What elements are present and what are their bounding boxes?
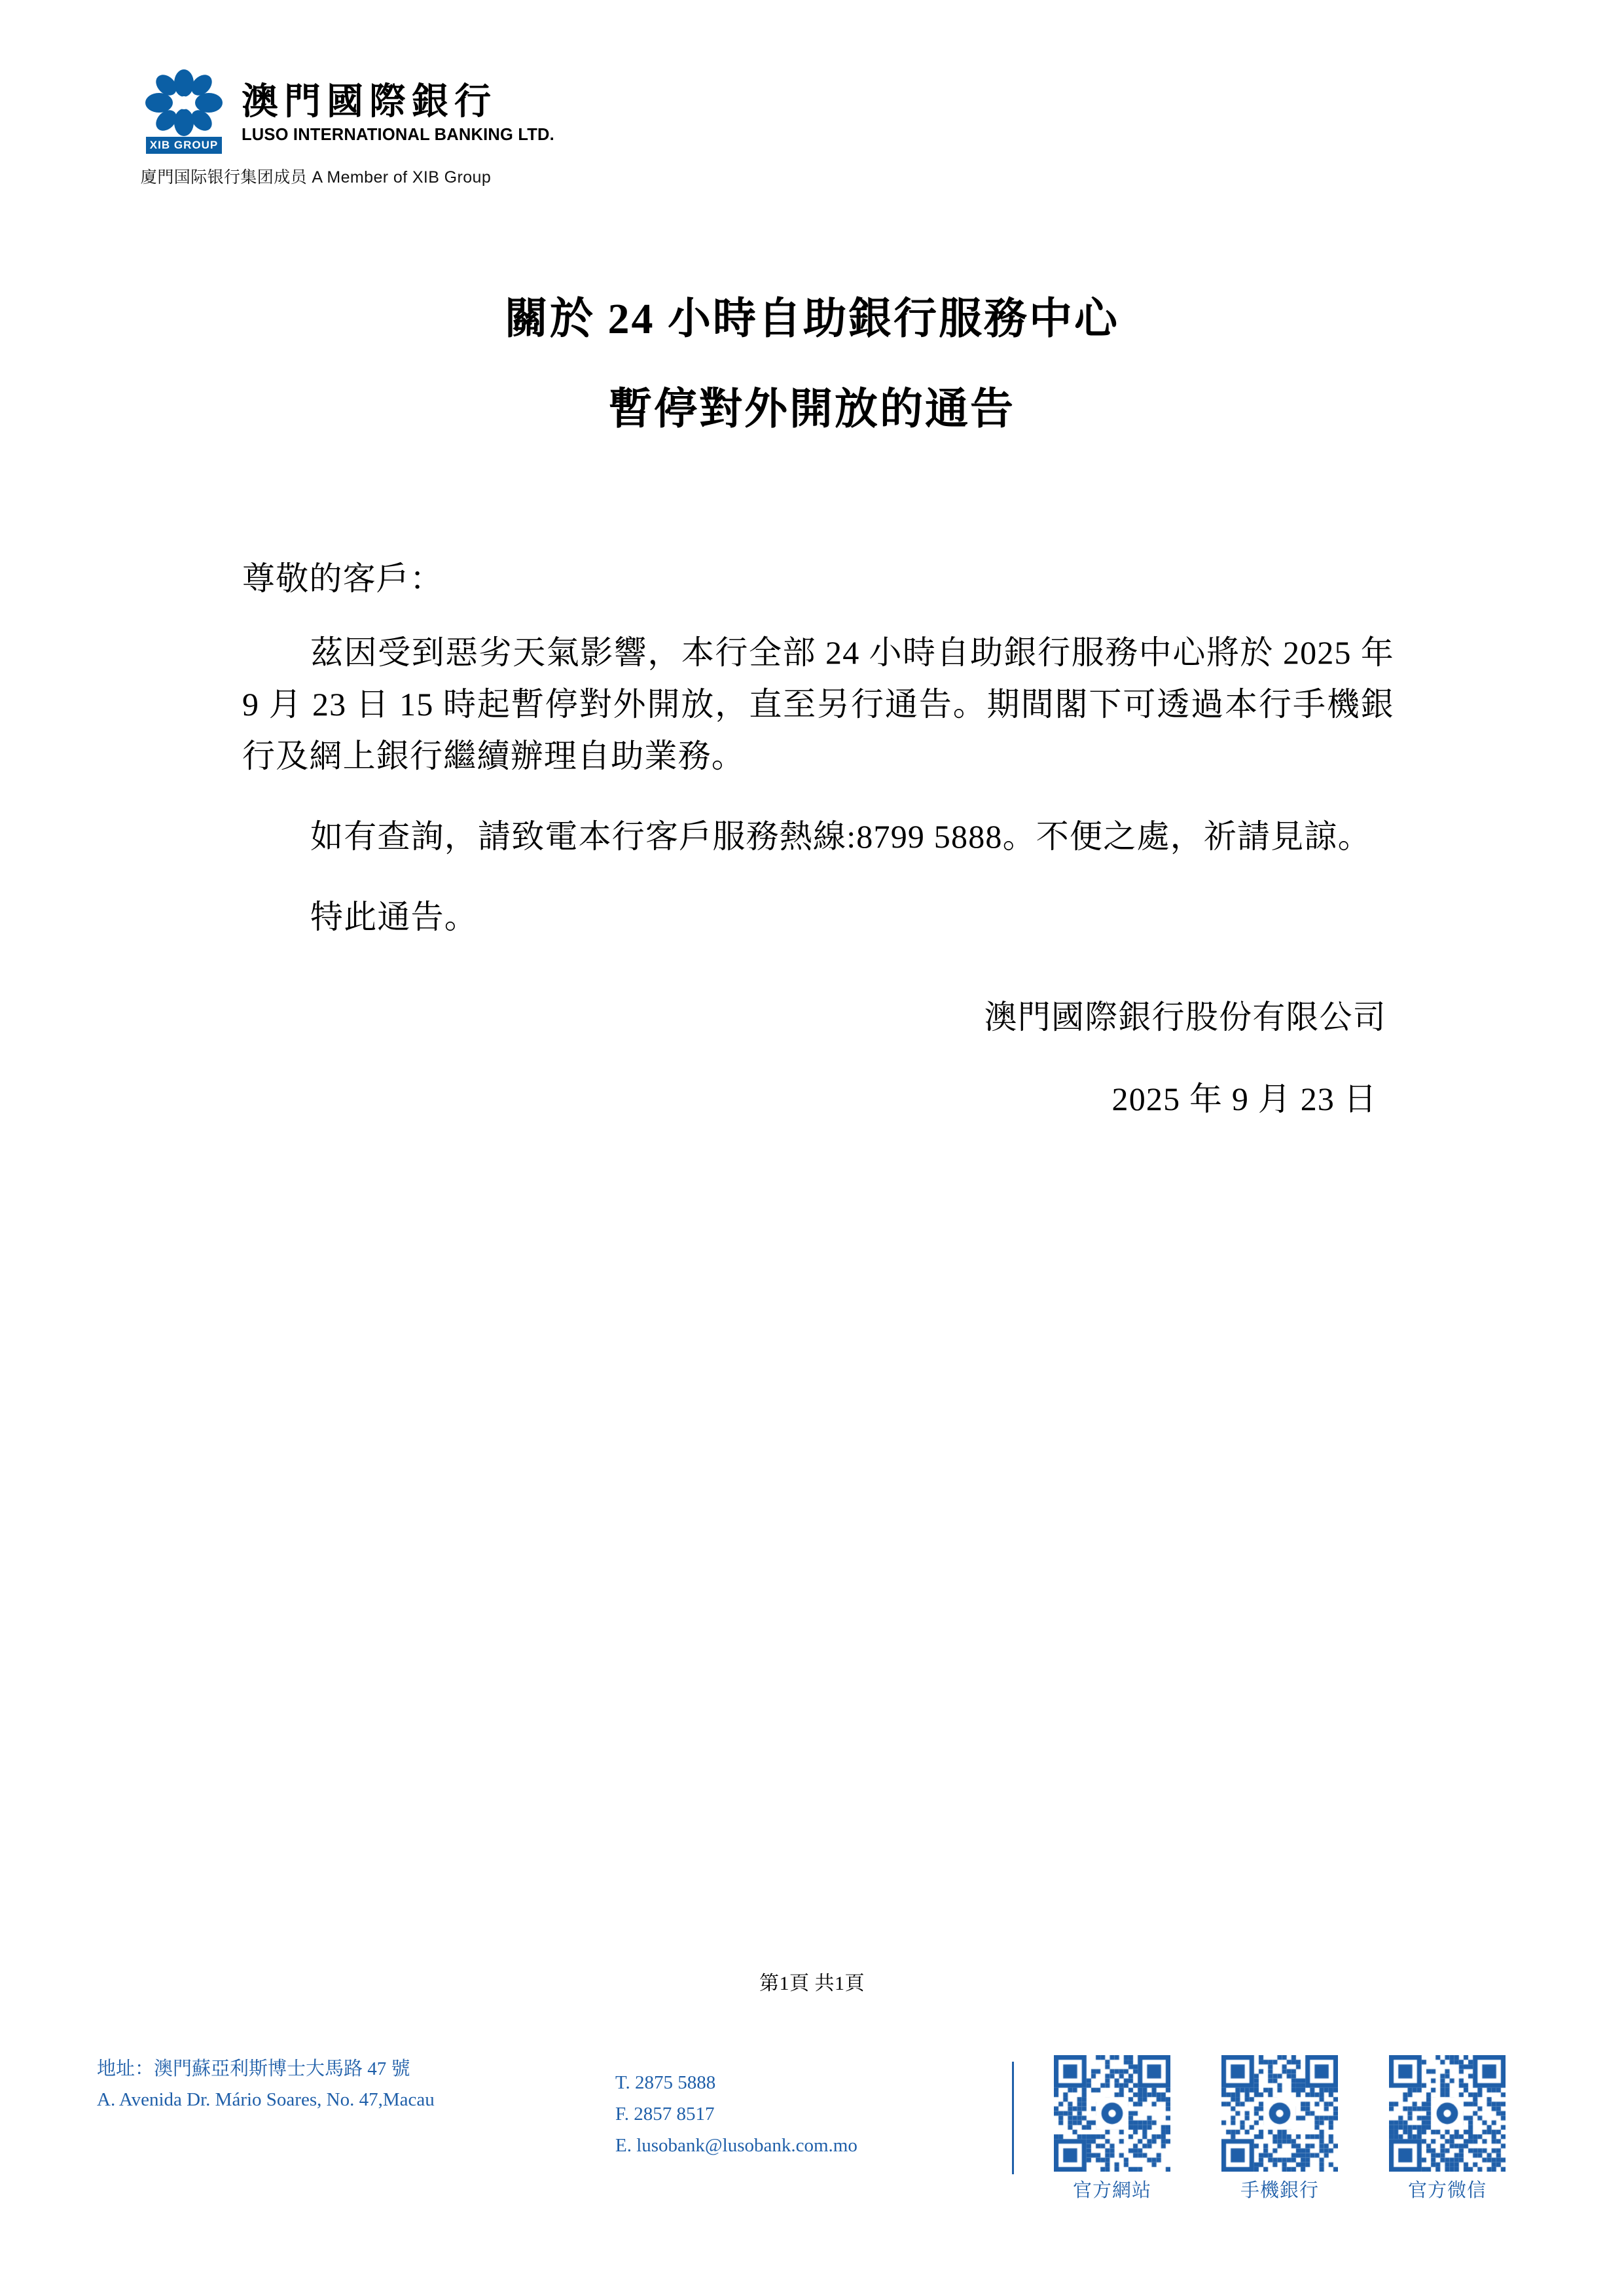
qr-label: 官方網站 — [1072, 2180, 1151, 2201]
signature-block — [242, 992, 1394, 1125]
title-line-2: 暫停對外開放的通告 — [609, 386, 1015, 433]
luso-flower-logo-icon — [141, 69, 227, 155]
body-paragraph-2: 如有查詢，請致電本行客戶服務熱線:8799 5888。不便之處，祈請見諒。 — [310, 818, 1371, 855]
document-body — [242, 553, 1394, 1125]
qr-code-website-icon — [1054, 2055, 1170, 2172]
document-title — [0, 295, 1624, 433]
signature-date: 2025 年 9 月 23 日 — [1111, 1081, 1377, 1117]
footer-fax: F. 2857 8517 — [615, 2104, 715, 2125]
footer-qr-codes — [1054, 2055, 1506, 2202]
footer-divider — [1012, 2062, 1014, 2174]
xib-group-badge: XIB GROUP — [146, 137, 222, 154]
bank-name-en: LUSO INTERNATIONAL BANKING LTD. — [242, 125, 554, 144]
page-number: 第1頁 共1頁 — [759, 1973, 865, 1994]
document-header — [141, 69, 638, 188]
document-footer — [0, 2042, 1624, 2212]
list-item — [1054, 2055, 1170, 2202]
body-paragraph-1: 茲因受到惡劣天氣影響，本行全部 24 小時自助銀行服務中心將於 2025 年 9 月 23 日 15 時起暫停對外開放，直至另行通告。期間閣下可透過本行手機銀行及網上銀行繼續辦理自助業務。 — [242, 634, 1394, 774]
list-item — [1221, 2055, 1338, 2202]
salutation: 尊敬的客戶： — [242, 560, 444, 597]
footer-tel: T. 2875 5888 — [615, 2072, 716, 2093]
footer-address-en: A. Avenida Dr. Mário Soares, No. 47,Macau — [97, 2089, 435, 2110]
qr-code-wechat-icon — [1389, 2055, 1506, 2172]
footer-contact — [615, 2067, 857, 2161]
signature-company: 澳門國際銀行股份有限公司 — [984, 999, 1386, 1035]
title-line-1: 關於 24 小時自助銀行服務中心 — [505, 295, 1119, 343]
footer-address — [97, 2054, 435, 2115]
list-item — [1389, 2055, 1506, 2202]
qr-label: 官方微信 — [1407, 2180, 1487, 2201]
qr-label: 手機銀行 — [1240, 2180, 1319, 2201]
group-member-line: 廈門国际银行集团成员 A Member of XIB Group — [141, 168, 492, 187]
qr-code-mobile-banking-icon — [1221, 2055, 1338, 2172]
logo-wordmark — [242, 79, 554, 145]
bank-logo — [141, 69, 638, 155]
footer-email: E. lusobank@lusobank.com.mo — [615, 2135, 857, 2157]
bank-name-cn: 澳門國際銀行 — [242, 82, 497, 123]
body-paragraph-3: 特此通告。 — [310, 899, 478, 935]
footer-address-cn: 地址：澳門蘇亞利斯博士大馬路 47 號 — [97, 2058, 410, 2079]
